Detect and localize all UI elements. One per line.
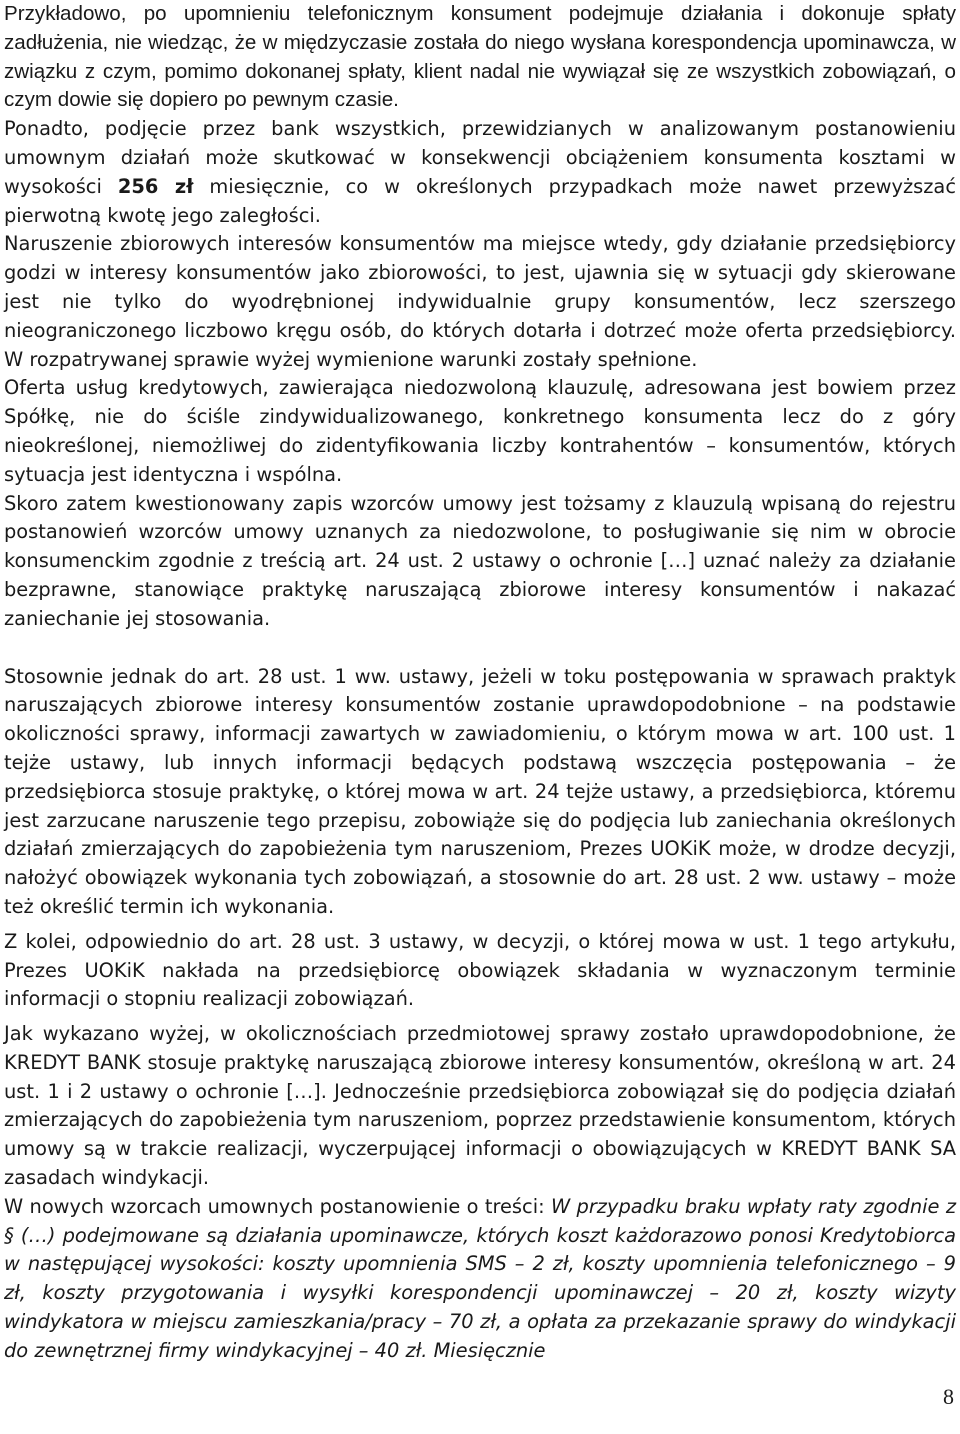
paragraph-new-templates — [4, 1193, 956, 1366]
paragraph-example: Przykładowo, po upomnieniu telefonicznym konsument podejmuje działania i dokonuje spłaty zadłużenia, nie wiedząc, że w międzyczasie została do niego wysłana korespondencja upominawcza, w związku z czym, pomimo dokonanej spłaty, klient nadal nie wywiązał się ze wszystkich zobowiązań, o czym dowie się dopiero po pewnym czasie. — [4, 2, 956, 112]
paragraph-costs-text-1: Ponadto, podjęcie przez bank wszystkich, przewidzianych w analizowanym postanowieniu umownym działań może skutkować w konsekwencji obciążeniem konsumenta kosztami w wysokości — [4, 117, 956, 198]
paragraph-article-28-3: Z kolei, odpowiednio do art. 28 ust. 3 ustawy, w decyzji, o której mowa w ust. 1 tego artykułu, Prezes UOKiK nakłada na przedsiębiorcę obowiązek składania w wyznaczonym terminie informacji o stopniu realizacji zobowiązań. — [4, 929, 956, 1011]
quoted-clause: W przypadku braku wpłaty raty zgodnie z § (…) podejmowane są działania upominawcze, których koszt każdorazowo ponosi Kredytobiorca w następującej wysokości: koszty upomnienia SMS – 2 zł, koszty upomnienia telefonicznego – 9 zł, koszty przygotowania i wysyłki korespondencji upominawczej – 20 zł, koszty wizyty windykatora w miejscu zamieszkania/pracy – 70 zł, a opłata za przekazanie sprawy do windykacji do zewnętrznej firmy windykacyjnej – 40 zł. Miesięcznie — [4, 1194, 956, 1362]
paragraph-costs-text-2: miesięcznie, co w określonych przypadkach może nawet przewyższać pierwotną kwotę jego zaległości. — [4, 174, 956, 227]
paragraph-new-templates-text: W nowych wzorcach umownych postanowienie o treści: — [4, 1194, 551, 1218]
paragraph-kredyt-bank: Jak wykazano wyżej, w okolicznościach przedmiotowej sprawy zostało uprawdopodobnione, że KREDYT BANK stosuje praktykę naruszającą zbiorowe interesy konsumentów, określoną w art. 24 ust. 1 i 2 ustawy o ochronie […]. Jednocześnie przedsiębiorca zobowiązał się do podjęcia działań zmierzających do zapobieżenia tym naruszeniom, poprzez przedstawienie konsumentom, których umowy są w trakcie realizacji, wyczerpującej informacji o obowiązujących w KREDYT BANK SA zasadach windykacji. — [4, 1022, 956, 1190]
paragraph-article-28: Stosownie jednak do art. 28 ust. 1 ww. ustawy, jeżeli w toku postępowania w sprawach praktyk naruszających zbiorowe interesy konsumentów zostanie uprawdopodobnione – na podstawie okoliczności sprawy, informacji zawartych w zawiadomieniu, o którym mowa w art. 100 ust. 1 tejże ustawy, lub innych informacji będących podstawą wszczęcia postępowania – że przedsiębiorca stosuje praktykę, o której mowa w art. 24 tejże ustawy, a przedsiębiorca, któremu jest zarzucane naruszenie tego przepisu, zobowiąże się do podjęcia lub zaniechania określonych działań zmierzających do zapobieżenia tym naruszeniom, Prezes UOKiK może, w drodze decyzji, nałożyć obowiązek wykonania tych zobowiązań, a stosownie do art. 28 ust. 2 ww. ustawy – może też określić termin ich wykonania. — [4, 664, 956, 918]
paragraph-costs — [4, 115, 956, 230]
paragraph-collective-interests: Naruszenie zbiorowych interesów konsumentów ma miejsce wtedy, gdy działanie przedsiębiorcy godzi w interesy konsumentów jako zbiorowości, to jest, ujawnia się w sytuacji gdy skierowane jest nie tylko do wyodrębnionej indywidualnie grupy konsumentów, lecz szerszego nieograniczonego liczbowo kręgu osób, do których dotarła i dotrzeć może oferta przedsiębiorcy. W rozpatrywanej sprawie wyżej wymienione warunki zostały spełnione. — [4, 232, 956, 371]
cost-amount: 256 zł — [117, 174, 194, 198]
paragraph-conclusion: Skoro zatem kwestionowany zapis wzorców umowy jest tożsamy z klauzulą wpisaną do rejestru postanowień wzorców umowy uznanych za niedozwolone, to posługiwanie się nim w obrocie konsumenckim zgodnie z treścią art. 24 ust. 2 ustawy o ochronie […] uznać należy za działanie bezprawne, stanowiące praktykę naruszającą zbiorowe interesy konsumentów i nakazać zaniechanie jej stosowania. — [4, 491, 956, 630]
paragraph-credit-offer: Oferta usług kredytowych, zawierająca niedozwoloną klauzulę, adresowana jest bowiem przez Spółkę, nie do ściśle zindywidualizowanego, konkretnego konsumenta lecz do z góry nieokreślonej, niemożliwej do zidentyfikowania liczby kontrahentów – konsumentów, których sytuacja jest identyczna i wspólna. — [4, 376, 956, 486]
page-number: 8 — [943, 1384, 954, 1409]
